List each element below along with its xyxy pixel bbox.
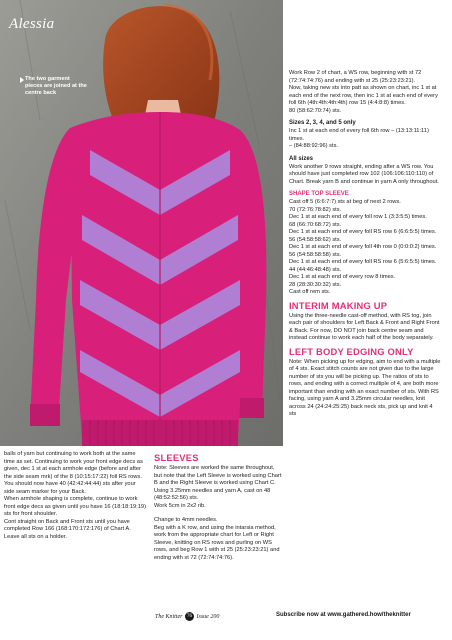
middle-paragraph: Note: Sleeves are worked the same throughout, but note that the Left Sleeve is worked using Chart B and the Right Sleeve is worked using Chart C. xyxy=(154,465,282,486)
middle-paragraph: Work 5cm in 2x2 rib. xyxy=(154,502,206,509)
caption-arrow-icon xyxy=(20,77,24,83)
left-paragraph: You should now have 40 (42:42:44:44) sts after your side seam marker for your Back. xyxy=(4,481,136,495)
shape-top-line: Dec 1 st at each end of every foll 4th row 0 (0:0:0:2) times. xyxy=(289,244,437,250)
shape-top-line: 56 (54:58:58:62) sts. xyxy=(289,236,342,243)
sizes-paragraph: Inc 1 st at each end of every foll 6th row – (13:13:11:11) times. xyxy=(289,128,429,142)
photo-caption: The two garment pieces are joined at the centre back xyxy=(25,76,87,96)
shape-top-line: Dec 1 st at each end of every foll RS row 6 (6:6:5:5) times. xyxy=(289,229,437,235)
issue-badge-icon: 76 xyxy=(187,614,193,619)
middle-column xyxy=(154,449,282,562)
footer-subscribe[interactable]: Subscribe now at www.gathered.how/theknitter xyxy=(276,612,411,618)
shape-top-line: Dec 1 st at each end of every foll RS row 6 (5:6:5:5) times. xyxy=(289,259,437,265)
left-column xyxy=(4,451,146,541)
shape-top-line: Dec 1 st at each end of every foll row 1 (3:3:5:5) times. xyxy=(289,214,427,220)
interim-heading: INTERIM MAKING UP xyxy=(289,299,388,311)
shape-top-line: 44 (44:46:48:48) sts. xyxy=(289,266,342,273)
left-paragraph: When armhole shaping is complete, continue to work front edge decs as given until you have 16 (18:18:19:19) sts for front shoulder. xyxy=(4,496,146,517)
shape-top-line: 68 (66:70:68:72) sts. xyxy=(289,221,342,228)
middle-paragraph: Change to 4mm needles. xyxy=(154,517,218,523)
edging-paragraph: Note: When picking up for edging, aim to end with a multiple of 4 sts. Exact stitch counts are not given due to the large number of sts you will be picking up. The ratios of sts to rows, and ending with a correct multiple of 4, are both more important than ending with an exact number of sts. With RS facing, using yarn A and 3.25mm circular needles, knit across 24 (24:24:25:25) back neck sts, pick up and knit 4 sts xyxy=(289,358,441,417)
interim-paragraph: Using the three-needle cast-off method, with RS tog, join each pair of shoulders for Left Back & Front and Right Front & Back. For now, DO NOT join back centre seam and instead continue to work each half of the body separately. xyxy=(289,312,440,341)
sizes-heading: Sizes 2, 3, 4, and 5 only xyxy=(289,120,356,126)
shape-top-line: Cast off rem sts. xyxy=(289,289,331,295)
all-sizes-heading: All sizes xyxy=(289,155,314,162)
shape-top-line: 70 (72:76:78:82) sts. xyxy=(289,206,342,213)
sleeves-heading: SLEEVES xyxy=(154,452,199,463)
left-paragraph: balls of yarn but continuing to work both at the same time as set. Continuing to work your front edge decs as given, dec 1 st at each armhole edge (before and after the side seam mrk) of the 8 (10:15:17:22) foll RS rows. xyxy=(4,451,143,480)
left-paragraph: Cont straight on Back and Front sts until you have completed Row 166 (168:170:172:176) of Chart A. xyxy=(4,518,131,532)
right-column xyxy=(289,70,441,419)
shape-top-line: 56 (54:58:58:58) sts. xyxy=(289,251,342,258)
right-paragraph: 80 (58:62:70:74) sts. xyxy=(289,107,342,114)
edging-heading: LEFT BODY EDGING ONLY xyxy=(289,345,414,357)
shape-top-line: 28 (28:30:30:32) sts. xyxy=(289,281,342,288)
right-paragraph: Work Row 2 of chart, a WS row, beginning with st 72 (72:74:74:76) and ending with st 25 (25:23:23:21). xyxy=(289,70,422,84)
sweater-illustration xyxy=(0,0,283,446)
middle-paragraph: Beg with a K row, and using the intarsia method, work from the appropriate chart for Left or Right Sleeve, knitting on RS rows and purling on WS rows, and beg Row 1 with st 25 (25:23:23:21) and ending with st 72 (72:74:74:76). xyxy=(154,524,280,561)
magazine-name: The Knitter xyxy=(155,613,183,620)
all-sizes-paragraph: Work another 9 rows straight, ending after a WS row. You should have just completed row 102 (106:106:110:110) of Chart. Break yarn B and continue in yarn A only throughout. xyxy=(289,163,439,185)
issue-number: Issue 200 xyxy=(196,613,220,620)
right-paragraph: Now, taking new sts into patt as shown on chart, inc 1 st at each end of the next row, then inc 1 st at each end of every foll 6th (4th:4th:4th:4th) row 15 (4:4:8:8) times. xyxy=(289,85,438,106)
sweater-photo xyxy=(0,0,283,446)
shape-top-line: Dec 1 st at each end of every row 8 times. xyxy=(289,274,396,280)
shape-top-heading: SHAPE TOP SLEEVE xyxy=(289,191,349,197)
shape-top-line: Cast off 5 (6:6:7:7) sts at beg of next 2 rows. xyxy=(289,199,401,205)
footer-magazine xyxy=(155,612,219,621)
left-paragraph: Leave all sts on a holder. xyxy=(4,533,67,540)
pattern-name: Alessia xyxy=(9,16,55,32)
middle-paragraph: Using 3.25mm needles and yarn A, cast on 48 (48:52:52:56) sts. xyxy=(154,487,271,501)
sizes-paragraph: – (84:88:92:96) sts. xyxy=(289,143,339,149)
